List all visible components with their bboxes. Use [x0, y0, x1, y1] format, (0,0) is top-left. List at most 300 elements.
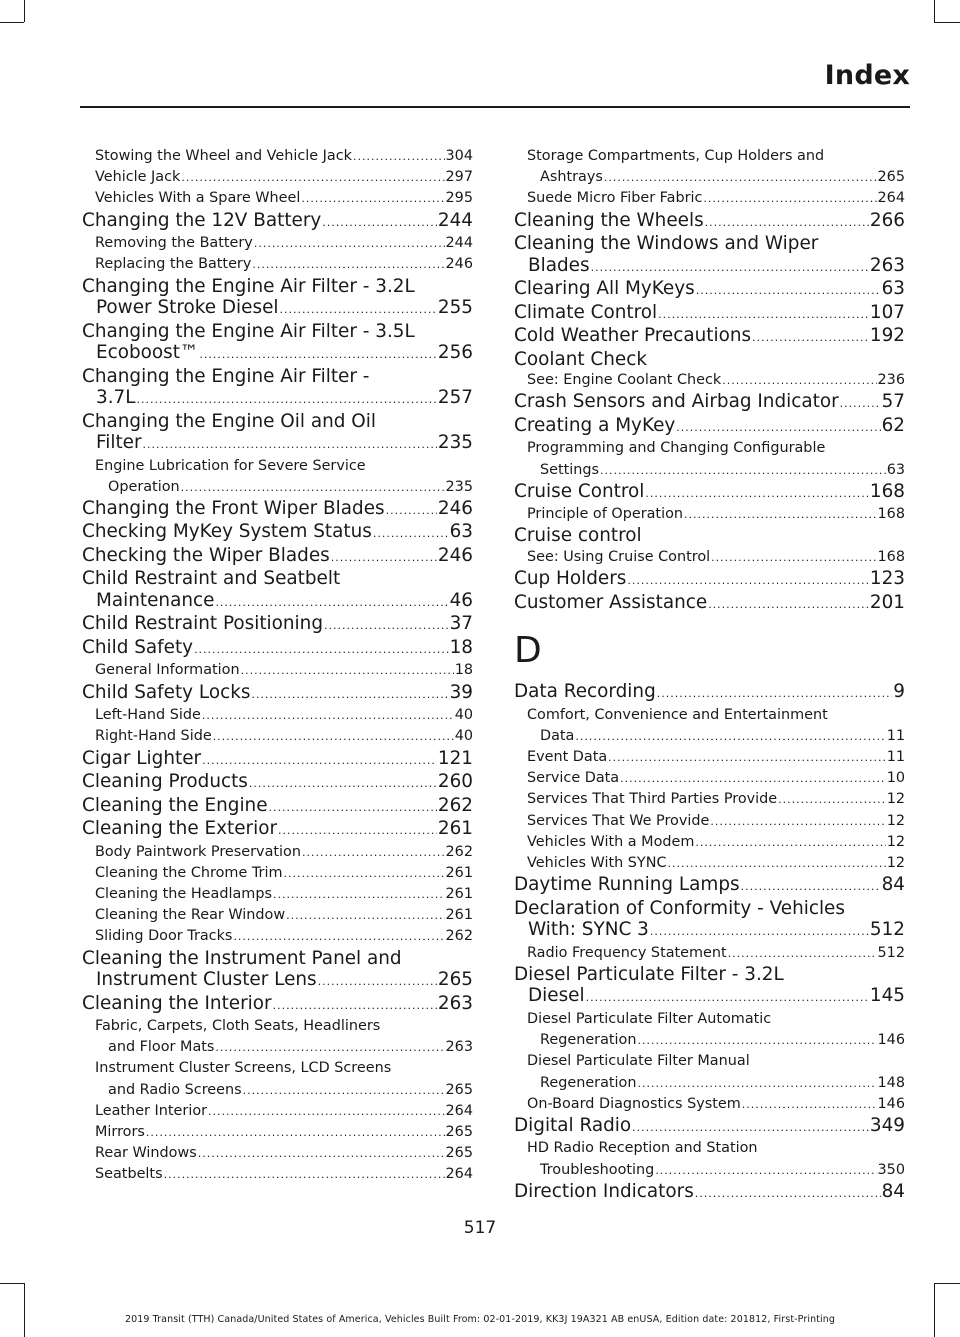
- entry-text: Regeneration: [540, 1032, 637, 1049]
- index-entry-line: [514, 592, 905, 616]
- entry-continuation: [82, 590, 473, 614]
- index-entry-line: [82, 498, 473, 522]
- index-entry-line: [95, 233, 473, 254]
- index-sub-entry: [514, 811, 905, 832]
- entry-lead-text: Declaration of Conformity - Vehicles: [514, 897, 845, 919]
- dot-leader: [233, 926, 444, 947]
- entry-page: 12: [886, 833, 905, 850]
- index-entry-line: [514, 278, 905, 302]
- entry-page: 262: [437, 794, 473, 816]
- index-main-entry: [82, 613, 473, 637]
- index-entry-line: [527, 811, 905, 832]
- index-entry-line: [527, 547, 905, 568]
- index-main-entry: [514, 210, 905, 234]
- entry-page: 121: [437, 747, 473, 769]
- entry-page: 263: [437, 992, 473, 1014]
- entry-page: 39: [449, 681, 473, 703]
- entry-page: 297: [445, 169, 473, 186]
- entry-page: 246: [445, 256, 473, 273]
- entry-text: Body Paintwork Preservation: [95, 843, 301, 860]
- index-entry-line: [96, 432, 473, 456]
- dot-leader: [202, 705, 454, 726]
- index-entry-line: [82, 993, 473, 1017]
- entry-page: 265: [877, 169, 905, 186]
- index-sub-entry: [82, 926, 473, 947]
- index-entry-line: [96, 590, 473, 614]
- index-main-entry: [514, 233, 905, 278]
- entry-page: 12: [886, 855, 905, 872]
- entry-page: 236: [877, 372, 905, 389]
- entry-text: Left-Hand Side: [95, 707, 201, 724]
- index-entry-line: [95, 167, 473, 188]
- entry-text: Radio Frequency Statement: [527, 944, 727, 961]
- dot-leader: [728, 943, 877, 964]
- entry-text: Direction Indicators: [514, 1180, 694, 1202]
- index-sub-entry: [82, 167, 473, 188]
- entry-page: 145: [869, 985, 905, 1007]
- index-sub-entry: [514, 832, 905, 853]
- index-sub-entry: [514, 504, 905, 525]
- entry-text: On-Board Diagnostics System: [527, 1095, 741, 1112]
- index-entry-line: [527, 832, 905, 853]
- dot-leader: [181, 477, 445, 498]
- entry-page: 246: [437, 497, 473, 519]
- entry-text: Settings: [540, 461, 600, 478]
- entry-page: 11: [886, 727, 905, 744]
- entry-page: 260: [437, 771, 473, 793]
- entry-text: Child Safety Locks: [82, 681, 251, 703]
- index-sub-entry: [514, 438, 905, 480]
- dot-leader: [637, 1030, 876, 1051]
- index-entry-line: [514, 481, 905, 505]
- index-entry-line: [95, 863, 473, 884]
- entry-text: Changing the Front Wiper Blades: [82, 497, 385, 519]
- entry-page: 262: [445, 843, 473, 860]
- entry-text: Data Recording: [514, 681, 656, 703]
- index-sub-entry: [514, 146, 905, 188]
- index-sub-entry: [82, 660, 473, 681]
- entry-page: 40: [454, 707, 473, 724]
- entry-text: Climate Control: [514, 301, 658, 323]
- entry-text: Operation: [108, 478, 180, 495]
- dot-leader: [778, 789, 886, 810]
- index-entry-line: [82, 521, 473, 545]
- entry-continuation: [95, 1037, 473, 1058]
- entry-lead-text: Comfort, Convenience and Entertainment: [527, 706, 828, 723]
- index-sub-entry: [82, 1164, 473, 1185]
- index-sub-entry: [514, 705, 905, 747]
- dot-leader: [199, 344, 437, 366]
- crop-mark-top-left: [24, 0, 25, 22]
- index-entry-line: [95, 884, 473, 905]
- entry-page: 123: [869, 568, 905, 590]
- entry-page: 9: [893, 681, 905, 703]
- entry-text: Cleaning the Exterior: [82, 818, 278, 840]
- index-entry-line: [95, 660, 473, 681]
- dot-leader: [269, 797, 437, 819]
- entry-text: Power Stroke Diesel: [96, 297, 279, 319]
- index-main-entry: [514, 278, 905, 302]
- section-letter: D: [514, 630, 542, 672]
- entry-lead-text: Changing the Engine Oil and Oil: [82, 410, 376, 432]
- dot-leader: [164, 1164, 445, 1185]
- index-entry-line: [540, 460, 905, 481]
- index-entry-line: [82, 795, 473, 819]
- index-entry-line: [527, 188, 905, 209]
- index-main-entry: [514, 898, 905, 943]
- index-main-entry: [82, 748, 473, 772]
- index-sub-entry: [82, 1101, 473, 1122]
- index-entry-line: [95, 1122, 473, 1143]
- entry-page: 349: [869, 1114, 905, 1136]
- dot-leader: [243, 1080, 445, 1101]
- dot-leader: [373, 523, 449, 545]
- dot-leader: [215, 1037, 444, 1058]
- dot-leader: [708, 594, 869, 616]
- index-sub-entry: [82, 233, 473, 254]
- index-main-entry: [82, 411, 473, 456]
- dot-leader: [711, 547, 876, 568]
- index-entry-line: [96, 342, 473, 366]
- entry-continuation: [527, 1030, 905, 1051]
- index-main-entry: [82, 771, 473, 795]
- entry-text: Changing the 12V Battery: [82, 209, 322, 231]
- entry-page: 12: [886, 791, 905, 808]
- index-entry-line: [540, 1160, 905, 1181]
- index-entry-line: [527, 943, 905, 964]
- entry-text: Maintenance: [96, 589, 215, 611]
- index-entry-line: [514, 568, 905, 592]
- dot-leader: [181, 167, 444, 188]
- index-main-entry: [82, 818, 473, 842]
- entry-page: 512: [869, 919, 905, 941]
- index-entry-line: [514, 1115, 905, 1139]
- index-entry-line: [96, 969, 473, 993]
- index-sub-entry: [514, 853, 905, 874]
- index-sub-entry: [514, 789, 905, 810]
- entry-text: See: Engine Coolant Check: [527, 372, 722, 389]
- dot-leader: [283, 863, 444, 884]
- dot-leader: [386, 500, 437, 522]
- index-column-right: [514, 146, 905, 1204]
- dot-leader: [278, 820, 437, 842]
- entry-page: 263: [445, 1039, 473, 1056]
- index-entry-line: [82, 748, 473, 772]
- dot-leader: [650, 921, 869, 943]
- index-entry-line: [95, 905, 473, 926]
- entry-page: 261: [445, 907, 473, 924]
- entry-page: 256: [437, 342, 473, 364]
- entry-page: 265: [437, 969, 473, 991]
- entry-lead-text: Diesel Particulate Filter Automatic: [527, 1010, 772, 1027]
- index-main-entry: [514, 1115, 905, 1139]
- index-entry-line: [108, 1080, 473, 1101]
- entry-continuation: [527, 460, 905, 481]
- entry-page: 264: [445, 1102, 473, 1119]
- index-entry-line: [95, 1101, 473, 1122]
- dot-leader: [637, 1073, 876, 1094]
- entry-page: 168: [877, 548, 905, 565]
- dot-leader: [655, 1160, 876, 1181]
- entry-text: Cleaning the Chrome Trim: [95, 864, 283, 881]
- entry-lead-text: Diesel Particulate Filter - 3.2L: [514, 963, 784, 985]
- index-entry-line: [514, 210, 905, 234]
- entry-text: Services That Third Parties Provide: [527, 791, 778, 808]
- dot-leader: [752, 327, 869, 349]
- entry-lead-text: Cleaning the Instrument Panel and: [82, 947, 402, 969]
- index-sub-entry: [514, 1094, 905, 1115]
- entry-lead-text: Programming and Changing Configurable: [527, 440, 826, 457]
- dot-leader: [604, 167, 877, 188]
- entry-text: Service Data: [527, 770, 620, 787]
- index-entry-line: [514, 681, 905, 705]
- entry-text: Ashtrays: [540, 169, 603, 186]
- dot-leader: [710, 811, 885, 832]
- index-main-entry: [514, 1181, 905, 1205]
- index-entry-line: [528, 255, 905, 279]
- index-entry-line: [108, 1037, 473, 1058]
- entry-page: 18: [449, 636, 473, 658]
- dot-leader: [241, 660, 454, 681]
- entry-continuation: [82, 342, 473, 366]
- entry-text: Blades: [528, 254, 590, 276]
- entry-text: Leather Interior: [95, 1102, 208, 1119]
- entry-lead-text: Child Restraint and Seatbelt: [82, 568, 341, 590]
- entry-page: 146: [877, 1032, 905, 1049]
- entry-text: Replacing the Battery: [95, 256, 252, 273]
- page-number: 517: [463, 1218, 497, 1238]
- dot-leader: [632, 1117, 869, 1139]
- dot-leader: [143, 434, 437, 456]
- dot-leader: [645, 483, 869, 505]
- entry-text: Vehicles With SYNC: [527, 855, 667, 872]
- dot-leader: [586, 987, 869, 1009]
- entry-page: 192: [869, 325, 905, 347]
- dot-leader: [696, 280, 881, 302]
- entry-text: Ecoboost™: [96, 342, 199, 364]
- entry-text: Crash Sensors and Airbag Indicator: [514, 391, 839, 413]
- crop-mark-top-right-h: [934, 22, 960, 23]
- dot-leader: [676, 417, 880, 439]
- index-main-entry: [82, 795, 473, 819]
- entry-continuation: [527, 1160, 905, 1181]
- entry-text: Services That We Provide: [527, 812, 710, 829]
- index-sub-entry: [514, 188, 905, 209]
- index-sub-entry: [514, 370, 905, 391]
- footer-edition-info: 2019 Transit (TTH) Canada/United States of America, Vehicles Built From: 02-01-2019, KK3J 19A321 AB enUSA, Edition date: 201812, First-Printing: [124, 1314, 836, 1325]
- dot-leader: [695, 832, 885, 853]
- dot-leader: [252, 254, 444, 275]
- entry-text: Filter: [96, 432, 142, 454]
- dot-leader: [273, 884, 445, 905]
- entry-page: 168: [869, 480, 905, 502]
- entry-lead-text: Changing the Engine Air Filter -: [82, 365, 370, 387]
- index-main-entry: [82, 321, 473, 366]
- entry-page: 261: [445, 864, 473, 881]
- entry-text: Sliding Door Tracks: [95, 928, 233, 945]
- crop-mark-bottom-left-h: [0, 1283, 24, 1284]
- dot-leader: [608, 747, 886, 768]
- entry-continuation: [82, 969, 473, 993]
- entry-page: 10: [886, 770, 905, 787]
- index-entry-line: [514, 874, 905, 898]
- dot-leader: [251, 684, 448, 706]
- entry-text: Cold Weather Precautions: [514, 325, 752, 347]
- entry-page: 350: [877, 1161, 905, 1178]
- index-sub-entry: [82, 884, 473, 905]
- entry-text: General Information: [95, 662, 240, 679]
- index-sub-entry: [82, 1143, 473, 1164]
- index-entry-line: [95, 842, 473, 863]
- entry-text: Clearing All MyKeys: [514, 278, 695, 300]
- entry-page: 265: [445, 1145, 473, 1162]
- entry-page: 261: [437, 818, 473, 840]
- index-entry-line: [95, 926, 473, 947]
- index-main-entry: [514, 415, 905, 439]
- entry-page: 146: [877, 1095, 905, 1112]
- index-entry-line: [514, 302, 905, 326]
- entry-text: Data: [540, 727, 575, 744]
- index-sub-entry: [82, 905, 473, 926]
- entry-page: 148: [877, 1074, 905, 1091]
- index-entry-line: [514, 415, 905, 439]
- index-main-entry: [514, 325, 905, 349]
- index-main-entry: [514, 302, 905, 326]
- index-entry-line: [527, 789, 905, 810]
- index-entry-line: [527, 504, 905, 525]
- entry-lead-text: Cleaning the Windows and Wiper: [514, 233, 819, 255]
- entry-page: 244: [445, 235, 473, 252]
- index-entry-line: [82, 545, 473, 569]
- entry-text: Cup Holders: [514, 568, 627, 590]
- entry-text: Cleaning the Interior: [82, 992, 272, 1014]
- entry-text: Cruise Control: [514, 480, 645, 502]
- dot-leader: [286, 905, 444, 926]
- entry-page: 62: [881, 414, 905, 436]
- dot-leader: [198, 1143, 445, 1164]
- index-sub-entry: [82, 254, 473, 275]
- index-entry-line: [95, 705, 473, 726]
- index-entry-line: [527, 370, 905, 391]
- entry-page: 18: [454, 662, 473, 679]
- entry-text: Cleaning the Engine: [82, 794, 268, 816]
- entry-continuation: [82, 297, 473, 321]
- index-sub-entry: [82, 842, 473, 863]
- index-column-left: [82, 146, 473, 1186]
- entry-page: 244: [437, 209, 473, 231]
- index-main-entry: [82, 568, 473, 613]
- crop-mark-bottom-left: [24, 1283, 25, 1337]
- entry-page: 263: [869, 254, 905, 276]
- entry-text: Diesel: [528, 985, 585, 1007]
- index-sub-entry: [514, 768, 905, 789]
- index-sub-entry: [514, 547, 905, 568]
- index-entry-line: [95, 1164, 473, 1185]
- entry-text: See: Using Cruise Control: [527, 548, 711, 565]
- crop-mark-top-left-h: [0, 22, 24, 23]
- dot-leader: [208, 1101, 444, 1122]
- index-main-entry: [82, 521, 473, 545]
- index-sub-entry: [82, 1058, 473, 1100]
- entry-continuation: [82, 432, 473, 456]
- entry-text: Rear Windows: [95, 1145, 197, 1162]
- entry-page: 255: [437, 297, 473, 319]
- index-sub-entry: [82, 726, 473, 747]
- entry-lead-text: Engine Lubrication for Severe Service: [95, 457, 366, 474]
- index-main-entry: [82, 210, 473, 234]
- index-main-entry: [514, 568, 905, 592]
- dot-leader: [213, 726, 454, 747]
- entry-text: Vehicle Jack: [95, 169, 181, 186]
- entry-lead-text: Changing the Engine Air Filter - 3.5L: [82, 320, 415, 342]
- dot-leader: [703, 188, 876, 209]
- entry-page: 262: [445, 928, 473, 945]
- entry-text: Suede Micro Fiber Fabric: [527, 190, 703, 207]
- entry-text: Checking the Wiper Blades: [82, 544, 330, 566]
- dot-leader: [575, 726, 885, 747]
- dot-leader: [301, 188, 444, 209]
- dot-leader: [202, 750, 437, 772]
- dot-leader: [215, 592, 448, 614]
- index-entry-line: [108, 477, 473, 498]
- index-main-entry: [514, 592, 905, 616]
- entry-text: Daytime Running Lamps: [514, 874, 740, 896]
- index-main-entry: [82, 682, 473, 706]
- index-entry-line: [514, 1181, 905, 1205]
- dot-leader: [600, 460, 886, 481]
- crop-mark-bottom-right: [934, 1283, 935, 1337]
- index-entry-line: [95, 726, 473, 747]
- index-main-entry: [82, 993, 473, 1017]
- index-entry-line: [95, 254, 473, 275]
- entry-text: Checking MyKey System Status: [82, 521, 372, 543]
- crop-mark-bottom-right-h: [934, 1283, 960, 1284]
- entry-page: 168: [877, 506, 905, 523]
- entry-continuation: [527, 1073, 905, 1094]
- entry-lead-text: Diesel Particulate Filter Manual: [527, 1053, 750, 1070]
- entry-page: 235: [445, 478, 473, 495]
- index-main-entry: [514, 964, 905, 1009]
- entry-text: Vehicles With a Modem: [527, 833, 695, 850]
- index-sub-entry: [82, 146, 473, 167]
- entry-page: 512: [877, 944, 905, 961]
- index-sub-entry: [82, 1016, 473, 1058]
- entry-lead-text: Fabric, Carpets, Cloth Seats, Headliners: [95, 1018, 381, 1035]
- index-entry-line: [527, 747, 905, 768]
- entry-page: 84: [881, 1180, 905, 1202]
- index-entry-line: [514, 391, 905, 415]
- entry-text: Principle of Operation: [527, 506, 683, 523]
- entry-text: Child Safety: [82, 636, 194, 658]
- entry-text: Mirrors: [95, 1124, 145, 1141]
- entry-text: and Radio Screens: [108, 1081, 242, 1098]
- entry-page: 63: [881, 278, 905, 300]
- entry-continuation: [514, 985, 905, 1009]
- entry-page: 107: [869, 301, 905, 323]
- crop-mark-top-right: [934, 0, 935, 22]
- dot-leader: [254, 233, 445, 254]
- dot-leader: [249, 773, 437, 795]
- index-entry-line: [82, 613, 473, 637]
- index-sub-entry: [514, 1009, 905, 1051]
- entry-text: Cleaning the Wheels: [514, 209, 704, 231]
- header-rule: [80, 106, 910, 108]
- entry-page: 12: [886, 812, 905, 829]
- index-sub-entry: [82, 863, 473, 884]
- entry-continuation: [514, 919, 905, 943]
- index-entry-line: [96, 387, 473, 411]
- index-entry-line: [514, 325, 905, 349]
